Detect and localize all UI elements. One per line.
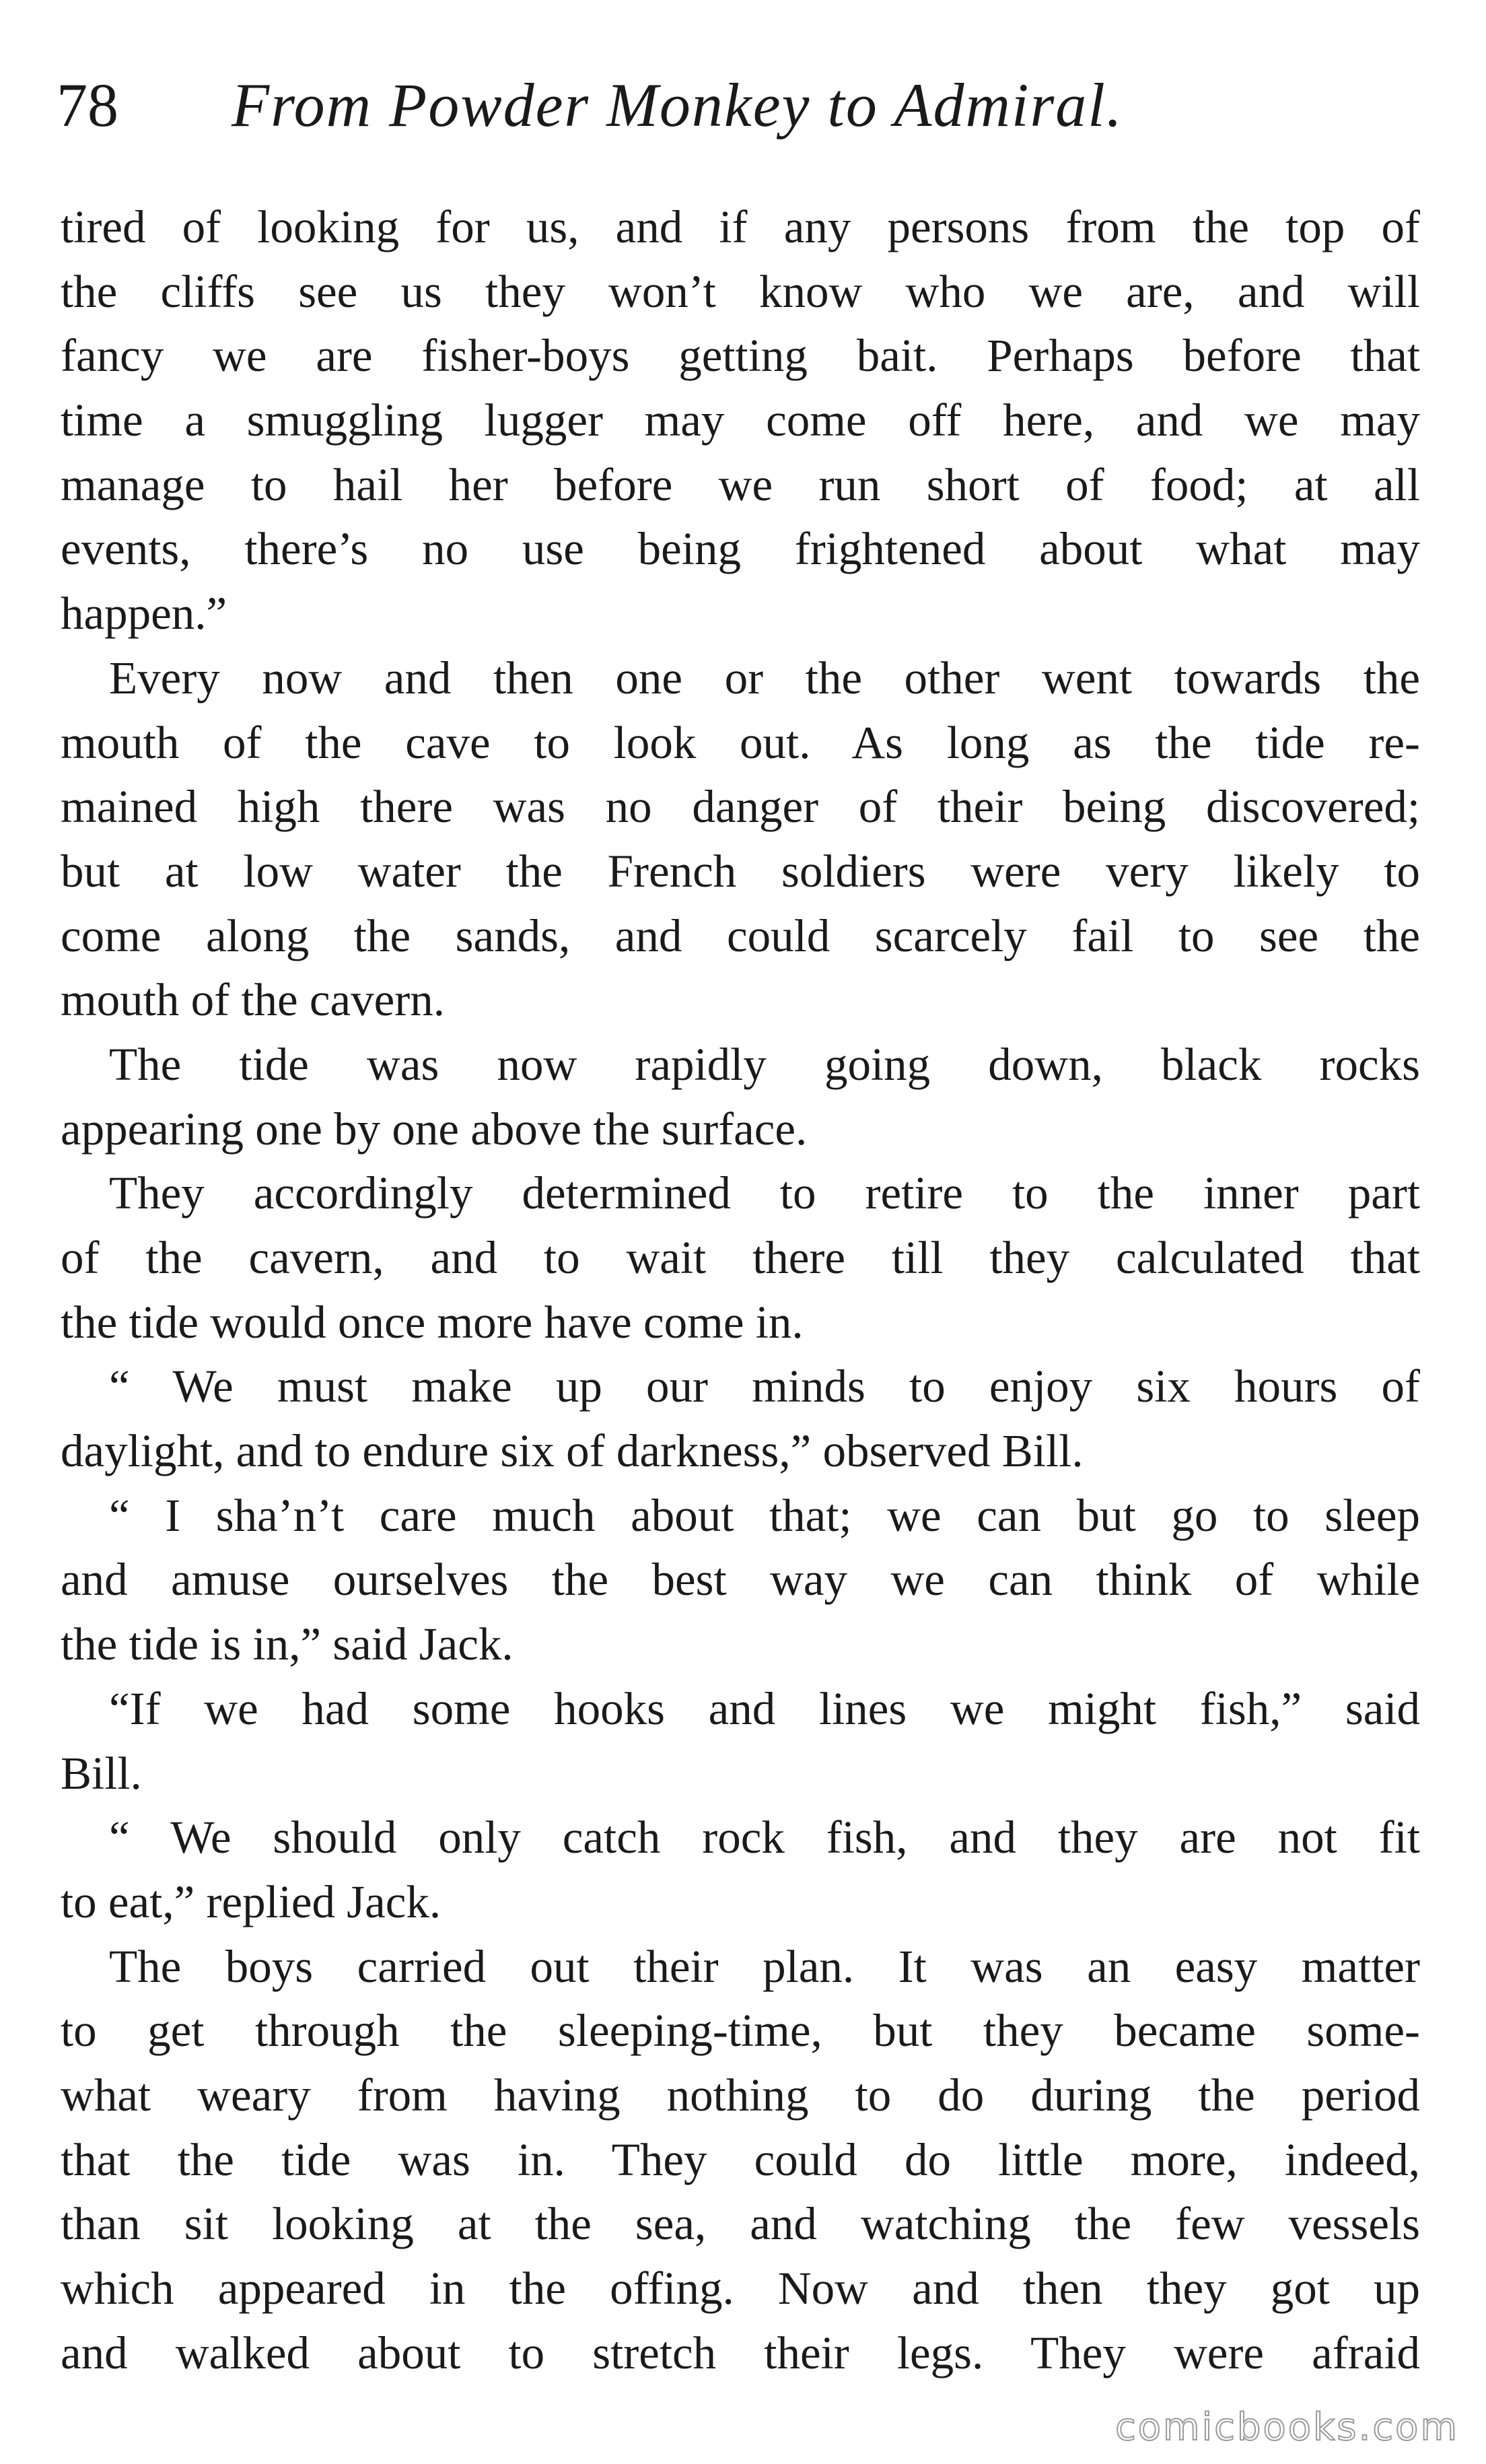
text-line: what weary from having nothing to do during the period: [61, 2069, 1420, 2121]
text-line: mouth of the cavern.: [61, 974, 445, 1026]
text-line: time a smuggling lugger may come off here, and we may: [61, 395, 1420, 446]
text-line: and amuse ourselves the best way we can think of while: [61, 1554, 1420, 1606]
text-line: daylight, and to endure six of darkness,” observed Bill.: [61, 1425, 1084, 1477]
page-header: [57, 65, 1429, 152]
body-text: [61, 195, 1420, 2385]
watermark-logo: comicbooks.com: [1114, 2405, 1459, 2449]
text-line: events, there’s no use being frightened about what may: [61, 523, 1420, 575]
text-line: mouth of the cave to look out. As long as the tide re-: [61, 716, 1420, 768]
text-line: tired of looking for us, and if any persons from the top of: [61, 201, 1420, 252]
text-line: the tide would once more have come in.: [61, 1296, 804, 1348]
text-line: which appeared in the offing. Now and then they got up: [61, 2263, 1420, 2314]
text-line: appearing one by one above the surface.: [61, 1103, 808, 1155]
text-line: Every now and then one or the other went towards the: [109, 652, 1420, 704]
text-line: than sit looking at the sea, and watching the few vessels: [61, 2198, 1420, 2250]
text-line: mained high there was no danger of their being discovered;: [61, 781, 1420, 833]
page-number: 78: [57, 71, 118, 139]
text-line: “ We must make up our minds to enjoy six hours of: [109, 1361, 1420, 1412]
text-line: of the cavern, and to wait there till they calculated that: [61, 1232, 1420, 1283]
running-title: From Powder Monkey to Admiral.: [232, 71, 1123, 139]
text-line: and walked about to stretch their legs. They were afraid: [61, 2327, 1420, 2379]
text-line: They accordingly determined to retire to the inner part: [109, 1167, 1420, 1219]
text-line: but at low water the French soldiers were very likely to: [61, 845, 1420, 897]
text-line: the cliffs see us they won’t know who we are, and will: [61, 265, 1420, 317]
text-line: The boys carried out their plan. It was an easy matter: [109, 1940, 1420, 1992]
text-line: The tide was now rapidly going down, black rocks: [109, 1038, 1420, 1090]
text-line: to eat,” replied Jack.: [61, 1876, 441, 1927]
text-line: “If we had some hooks and lines we might fish,” said: [109, 1682, 1420, 1734]
text-line: fancy we are fisher-boys getting bait. Perhaps before that: [61, 330, 1420, 382]
text-line: happen.”: [61, 588, 227, 640]
text-line: manage to hail her before we run short of food; at all: [61, 458, 1420, 510]
text-line: Bill.: [61, 1747, 142, 1799]
text-line: “ I sha’n’t care much about that; we can but go to sleep: [109, 1489, 1420, 1541]
text-line: that the tide was in. They could do little more, indeed,: [61, 2133, 1420, 2185]
text-line: to get through the sleeping-time, but they became some-: [61, 2005, 1420, 2057]
text-line: “ We should only catch rock fish, and they are not fit: [109, 1812, 1420, 1863]
text-line: come along the sands, and could scarcely fail to see the: [61, 910, 1420, 961]
text-line: the tide is in,” said Jack.: [61, 1618, 514, 1670]
